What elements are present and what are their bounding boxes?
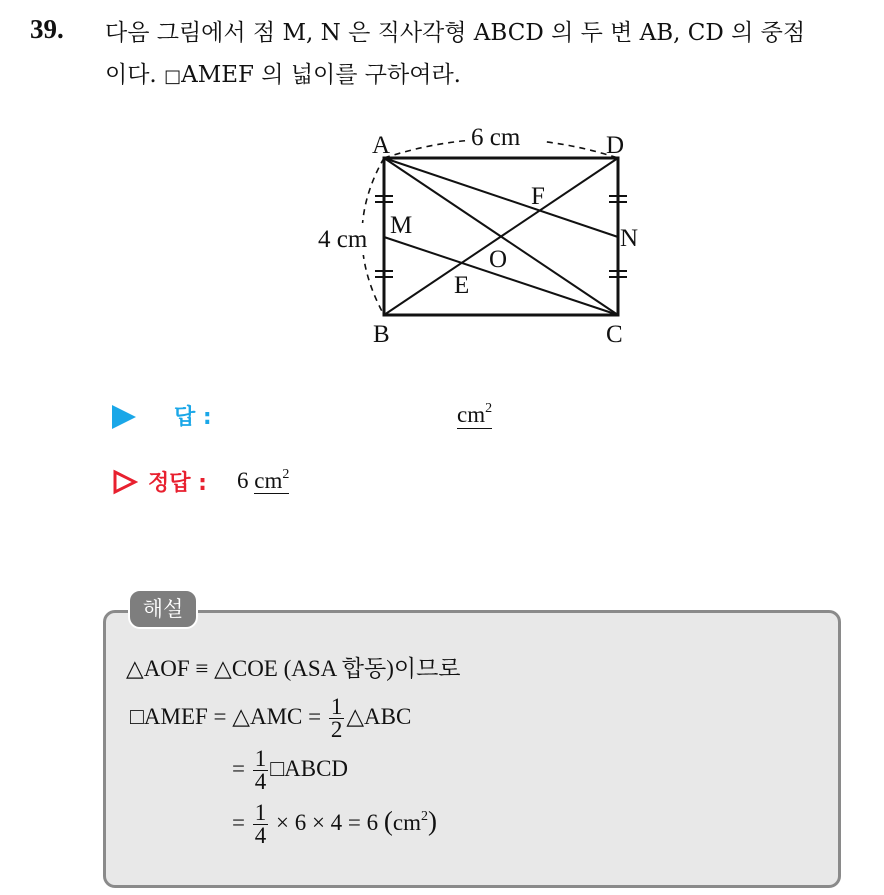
label-b: B: [373, 321, 390, 348]
label-o: O: [489, 246, 508, 273]
question-number: 39.: [30, 14, 64, 44]
rectangle-figure: [300, 115, 660, 355]
play-triangle-icon: [112, 405, 136, 429]
label-width: 6 cm: [471, 124, 521, 151]
segment-an: [384, 158, 618, 237]
solution-line-1: △AOF ≡ △COE (ASA 합동)이므로: [126, 656, 461, 681]
fraction-quarter: $\frac{1}{4}$: [254, 746, 267, 794]
label-e: E: [454, 272, 470, 299]
label-f: F: [531, 183, 545, 210]
label-c: C: [606, 321, 623, 348]
question-prefix: 이다.: [105, 62, 165, 88]
question-text-tail: AMEF 의 넓이를 구하여라.: [181, 62, 461, 88]
correct-answer-label: 정답 :: [148, 471, 207, 496]
label-a: A: [372, 132, 391, 159]
question-text-line1: 다음 그림에서 점 M, N 은 직사각형 ABCD 의 두 변 AB, CD 의 중점: [105, 20, 806, 46]
fraction-quarter-2: $\frac{1}{4}$: [254, 800, 267, 848]
answer-label: 답 :: [174, 405, 212, 430]
solution-line-2: □AMEF = △AMC = $\frac{1}{2}$ △ABC: [130, 694, 412, 742]
label-m: M: [390, 212, 413, 239]
solution-line-4: = $\frac{1}{4}$ × 6 × 4 = 6 $(cm^2)$: [232, 800, 438, 848]
question-text-line2: [105, 56, 461, 89]
outline-triangle-icon: [112, 469, 138, 495]
solution-line-3: = $\frac{1}{4}$ □ABCD: [232, 746, 349, 794]
answer-blank[interactable]: $cm^2$: [457, 401, 493, 427]
solution-tab: 해설: [128, 589, 198, 629]
label-height: 4 cm: [318, 226, 368, 253]
correct-answer-value: 6 $cm^2$: [237, 467, 290, 493]
label-d: D: [606, 132, 625, 159]
label-n: N: [620, 225, 639, 252]
fraction-half: $\frac{1}{2}$: [330, 694, 343, 742]
square-symbol: □: [164, 66, 182, 87]
